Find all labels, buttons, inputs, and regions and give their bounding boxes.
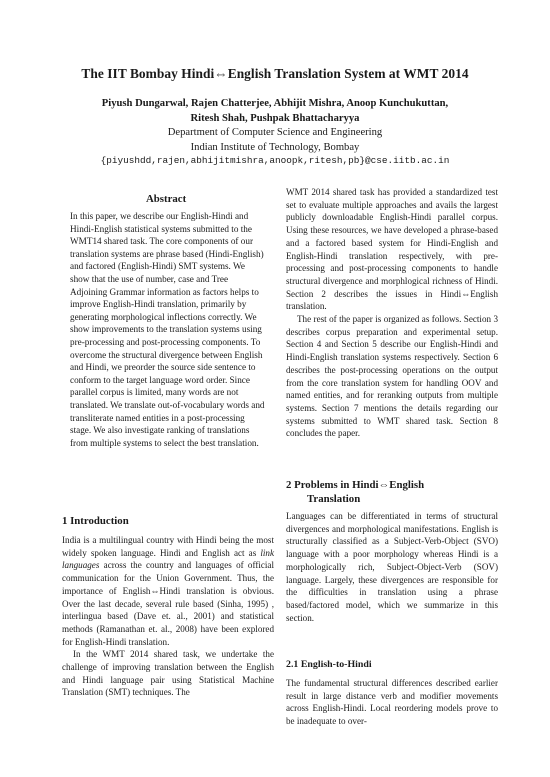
- introduction-continued: [286, 186, 498, 440]
- section-2-1-body: [286, 677, 498, 728]
- section-2-heading: [286, 478, 424, 506]
- introduction-body: [62, 534, 274, 699]
- introduction-paragraph-1: [62, 534, 274, 648]
- section-2-body: [286, 510, 498, 624]
- department: Department of Computer Science and Engineering: [167, 127, 383, 138]
- introduction-paragraph-3: WMT 2014 shared task has provided a standardized test set to evaluate multiple approaches and avails the largest publicly downloadable English-Hindi parallel corpus. Using these resources, we have developed a phrase-based and a factored based system for Hindi-English and English-Hindi translation respectively, with pre-processing and post-processing components to handle structural divergence and morphlogical richness of Hindi. Section 2 describes the issues in Hindi⇔English translation.: [286, 187, 498, 312]
- author-line-1: Piyush Dungarwal, Rajen Chatterjee, Abhijit Mishra, Anoop Kunchukuttan,: [101, 98, 449, 109]
- intro-p1-emphasis: link languages: [62, 547, 274, 571]
- introduction-paragraph-4: The rest of the paper is organized as follows. Section 3 describes corpus preparation and experimental setup. Section 4 and Section 5 describe our English-Hindi and Hindi-English translation systems respectively. Section 6 describes the post-processing operations on the output from the core translation system for handling OOV and named entities, and for reranking outputs from multiple systems. Section 7 mentions the details regarding our systems submitted to WMT shared task. Section 8 concludes the paper.: [286, 314, 498, 439]
- affiliation: [40, 126, 510, 155]
- author-list: [40, 96, 510, 126]
- abstract-body: [70, 210, 266, 449]
- abstract-text: In this paper, we describe our English-Hindi and Hindi-English statistical systems submitted to the WMT14 shared task. The core components of our translation systems are phrase based (Hindi-English) and factored (English-Hindi) SMT systems. We show that the use of number, case and Tree Adjoining Grammar information as factors helps to improve English-Hindi translation, primarily by generating morphological inflections correctly. We show improvements to the translation systems using pre-processing and post-processing components. To overcome the structural divergence between English and Hindi, we preorder the source side sentence to conform to the target language word order. Since parallel corpus is limited, many words are not translated. We translate out-of-vocabulary words and transliterate named entities in a post-processing stage. We also investigate ranking of translations from multiple systems to select the best translation.: [70, 211, 265, 448]
- author-emails: {piyushdd,rajen,abhijitmishra,anoopk,ritesh,pb}@cse.iitb.ac.in: [100, 155, 450, 166]
- paper-title: The IIT Bombay Hindi⇔English Translation System at WMT 2014: [81, 66, 469, 81]
- section-2-heading-line-1: 2 Problems in Hindi⇔English: [286, 479, 425, 491]
- author-line-2: Ritesh Shah, Pushpak Bhattacharyya: [190, 113, 360, 124]
- abstract-heading: Abstract: [146, 193, 187, 205]
- institute: Indian Institute of Technology, Bombay: [190, 141, 360, 153]
- section-2-1-paragraph: The fundamental structural differences described earlier result in large distance verb and modifier movements across English-Hindi. Local reordering models prove to be inadequate to over-: [286, 678, 498, 727]
- intro-p1-part-b: across the country and languages of official communication for the Union Government. Thus, the importance of English⇔Hindi translation is obvious. Over the last decade, several rule based (Sinha, 1995) , interlingua based (Dave et. al., 2001) and statistical methods (Ramanathan et. al., 2008) have been explored for English-Hindi translation.: [62, 560, 274, 647]
- section-2-paragraph: Languages can be differentiated in terms of structural divergences and morphological manifestations. English is structurally classified as a Subject-Verb-Object (SVO) language with a poor morphology whereas Hindi is a morphologically rich, Subject-Object-Verb (SOV) language. Largely, these divergences are responsible for the difficulties in translation using a phrase based/factored model, which we summarize in this section.: [286, 511, 498, 623]
- introduction-heading: 1 Introduction: [62, 515, 129, 527]
- introduction-paragraph-2: In the WMT 2014 shared task, we undertake the challenge of improving translation between the English and Hindi language pair using Statistical Machine Translation (SMT) techniques. The: [62, 649, 274, 698]
- section-2-heading-line-2: Translation: [307, 493, 361, 505]
- intro-p1-part-a: India is a multilingual country with Hindi being the most widely spoken language. Hindi and English act as: [62, 535, 274, 558]
- section-2-1-heading: 2.1 English-to-Hindi: [286, 659, 372, 670]
